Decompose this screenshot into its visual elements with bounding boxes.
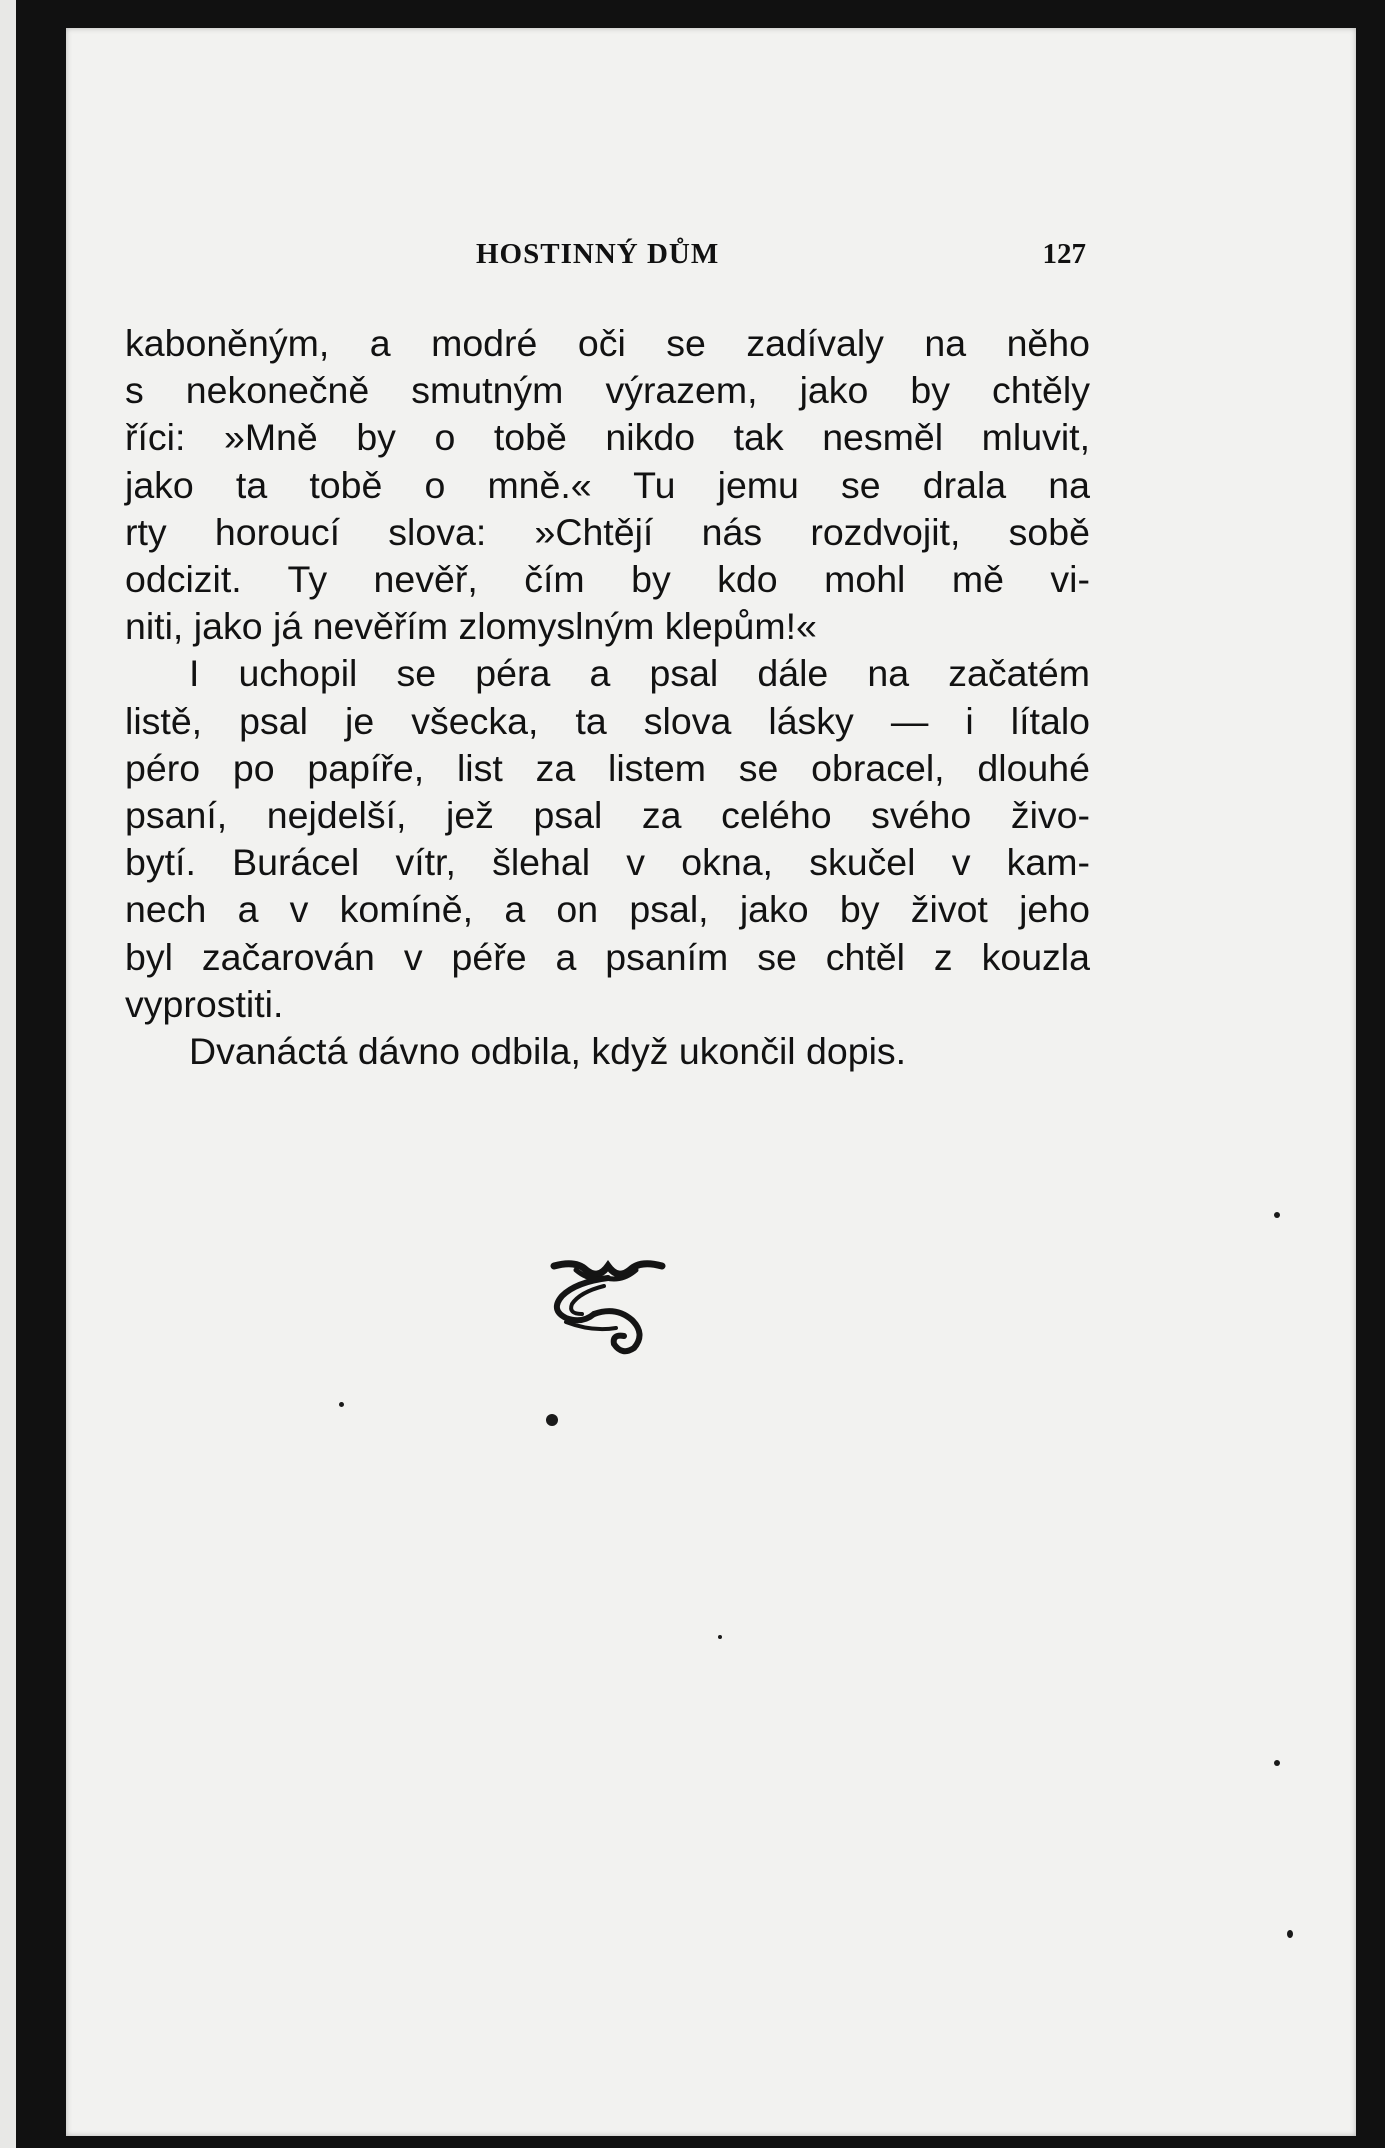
paper-speck xyxy=(1287,1930,1293,1938)
text-line: s nekonečně smutným výrazem, jako by chtěly xyxy=(125,369,1090,412)
page-number: 127 xyxy=(1042,238,1086,270)
left-page-edge xyxy=(0,0,16,2148)
text-line: jako ta tobě o mně.« Tu jemu se drala na xyxy=(125,463,1090,506)
text-line: nech a v komíně, a on psal, jako by život jeho xyxy=(125,888,1090,931)
running-title: HOSTINNÝ DŮM xyxy=(476,238,720,270)
text-line: niti, jako já nevěřím zlomyslným klepům!« xyxy=(125,605,817,648)
text-line: psaní, nejdelší, jež psal za celého svého živo- xyxy=(125,794,1090,837)
paper-speck xyxy=(718,1635,722,1639)
paper-speck xyxy=(1274,1212,1280,1218)
text-line: vyprostiti. xyxy=(125,982,284,1025)
floral-tailpiece-icon xyxy=(546,1256,666,1376)
paper-speck xyxy=(339,1402,344,1407)
body-text xyxy=(125,320,1090,1075)
text-line: byl začarován v péře a psaním se chtěl z kouzla xyxy=(125,935,1090,978)
text-line: I uchopil se péra a psal dále na začatém xyxy=(189,652,1090,695)
text-line: bytí. Burácel vítr, šlehal v okna, skučel v kam- xyxy=(125,841,1090,884)
text-line: kaboněným, a modré oči se zadívaly na něho xyxy=(125,322,1090,364)
text-line: rty horoucí slova: »Chtějí nás rozdvojit, sobě xyxy=(125,510,1090,553)
text-line: péro po papíře, list za listem se obracel, dlouhé xyxy=(125,746,1090,789)
text-line: Dvanáctá dávno odbila, když ukončil dopis. xyxy=(189,1030,907,1073)
paper-speck xyxy=(546,1414,558,1426)
paper-speck xyxy=(1274,1760,1280,1766)
running-head xyxy=(126,238,1126,278)
text-line: odcizit. Ty nevěř, čím by kdo mohl mě vi- xyxy=(125,558,1090,601)
text-line: listě, psal je všecka, ta slova lásky — i lítalo xyxy=(125,699,1090,742)
text-line: říci: »Mně by o tobě nikdo tak nesměl mluvit, xyxy=(125,416,1090,459)
